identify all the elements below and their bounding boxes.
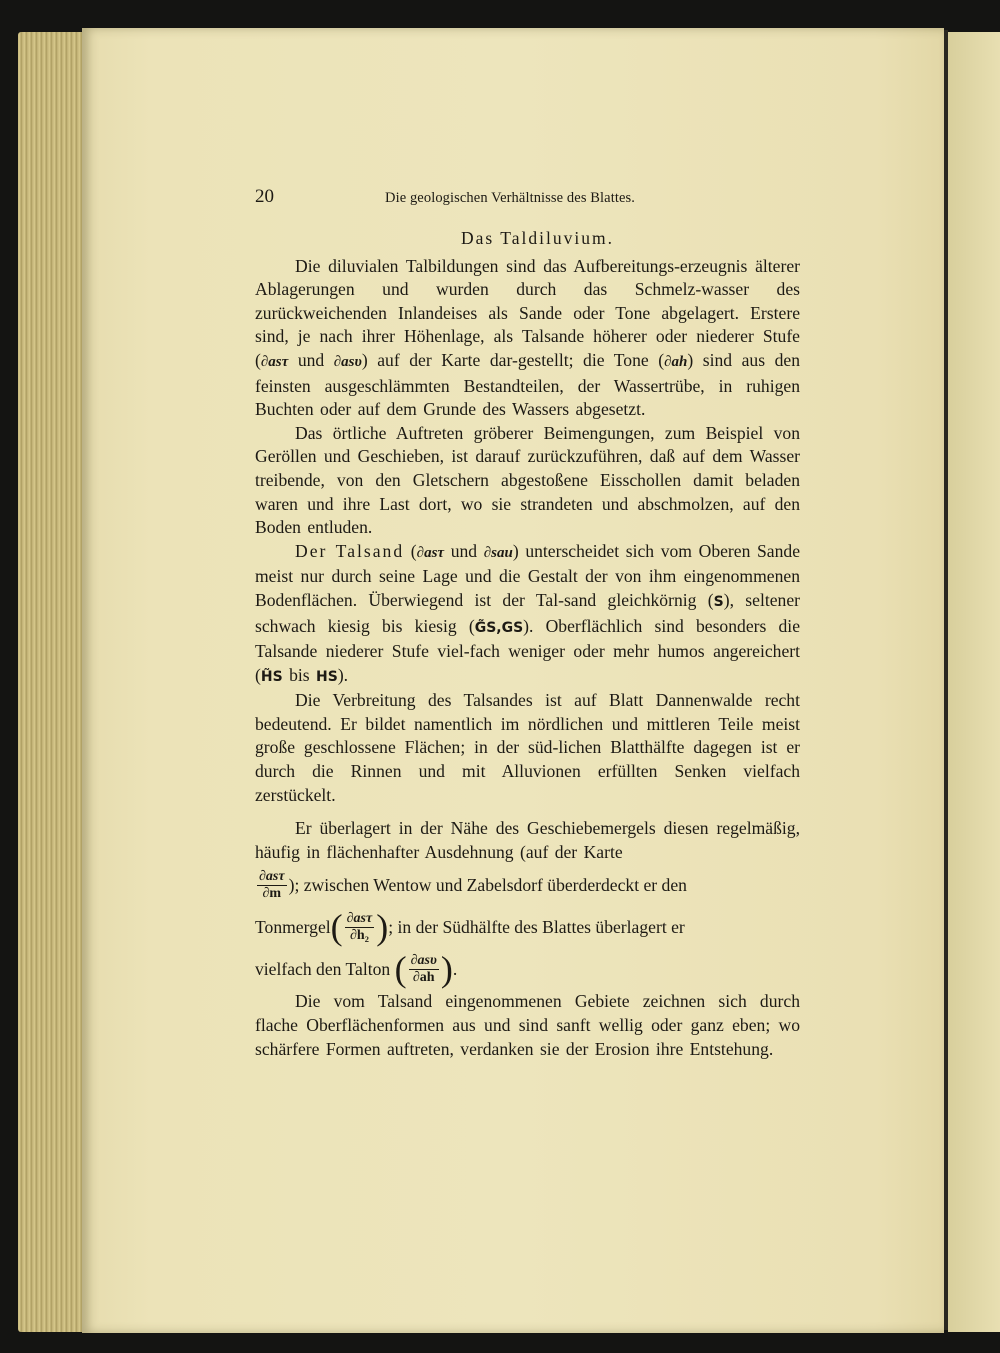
map-fraction: $\frac{\text{∂asυ}}{\partial ah}$: [410, 952, 437, 985]
page-content: [255, 185, 800, 1061]
paragraph-3: Der Talsand (∂asτ und ∂sau) unterscheidet sich vom Oberen Sande meist nur durch seine Lage und die Gestalt der von ihm eingenommenen Bodenflächen. Überwiegend ist der Tal-sand gleichkörnig (S), seltener schwach kiesig bis kiesig (G̃S,GS). Oberflächlich sind besonders die Talsande niederer Stufe viel-fach weniger oder mehr humos angereichert (H̃S bis HS).: [255, 540, 801, 685]
soil-symbol: S: [713, 593, 724, 610]
spacer: [255, 807, 800, 817]
paragraph-5-line-3: Tonmergel ( $\frac{\text{∂asτ}}{\text{∂h₂}}$ ) ; in der Südhälfte des Blattes überlagert er: [255, 906, 685, 947]
running-header: [255, 185, 800, 213]
paragraph-1: Die diluvialen Talbildungen sind das Aufbereitungs-erzeugnis älterer Ablagerungen und wurden durch das Schmelz-wasser des zurückweichenden Inlandeises als Sande oder Tone abgelagert. Erstere sind, je nach ihrer Höhenlage, als Talsande höherer oder niederer Stufe (∂asτ und ∂asυ) auf der Karte dar-gestellt; die Tone (∂ah) sind aus den feinsten ausgeschlämmten Bestandteilen, der Wassertrübe, in ruhigen Buchten oder auf dem Grunde des Wassers abgesetzt.: [255, 255, 801, 420]
paragraph-6: Die vom Talsand eingenommenen Gebiete zeichnen sich durch flache Oberflächenformen aus und sind sanft wellig oder ganz eben; wo schärfere Formen auftreten, verdanken sie der Erosion ihre Entstehung.: [255, 991, 800, 1059]
map-symbol: ∂asτ: [260, 353, 289, 370]
map-fraction: $\frac{\text{∂asτ}}{\partial m}$: [259, 868, 285, 901]
map-symbol: ∂ah: [664, 353, 688, 370]
map-fraction: $\frac{\text{∂asτ}}{\text{∂h₂}}$: [346, 910, 373, 943]
paragraph-5-line-2: $\frac{\text{∂asτ}}{\partial m}$ ); zwischen Wentow und Zabelsdorf überderdeckt er den: [259, 868, 687, 901]
paragraph-2: Das örtliche Auftreten gröberer Beimengungen, zum Beispiel von Geröllen und Geschieben, ist darauf zurückzuführen, daß auf dem Wasser treibende, von den Gletschern abgestoßene Eisschollen damit beladen waren und ihre Last dort, wo sie strandeten und abschmolzen, auf den Boden entluden.: [255, 422, 800, 538]
paragraph-4: Die Verbreitung des Talsandes ist auf Blatt Dannenwalde recht bedeutend. Er bildet namentlich im nördlichen und mittleren Teile meist große geschlossene Flächen; in der süd-lichen Blatthälfte dagegen ist er durch die Rinnen und mit Alluvionen erfüllten Senken vielfach zerstückelt.: [255, 690, 800, 805]
paragraph-5-line-4: vielfach den Talton ( $\frac{\text{∂asυ}}{\partial ah}$ ) .: [255, 948, 458, 989]
map-symbol: ∂asυ: [333, 353, 362, 370]
paragraph-5-intro: Er überlagert in der Nähe des Geschiebemergels diesen regelmäßig, häufig in flächenhafter Ausdehnung (auf der Karte: [255, 818, 800, 862]
soil-symbol: G̃S,GS: [474, 619, 524, 636]
book-page-edges: [18, 32, 90, 1332]
soil-symbol: HS: [316, 668, 338, 685]
section-title: Das Taldiluvium.: [461, 228, 614, 248]
map-symbol: ∂asτ: [416, 544, 445, 561]
map-symbol: ∂sau: [483, 544, 513, 561]
running-title: Die geologischen Verhältnisse des Blattes.: [385, 190, 635, 206]
page-number: 20: [255, 186, 274, 207]
soil-symbol: H̃S: [260, 668, 283, 685]
facing-page-edge: [948, 32, 1000, 1332]
